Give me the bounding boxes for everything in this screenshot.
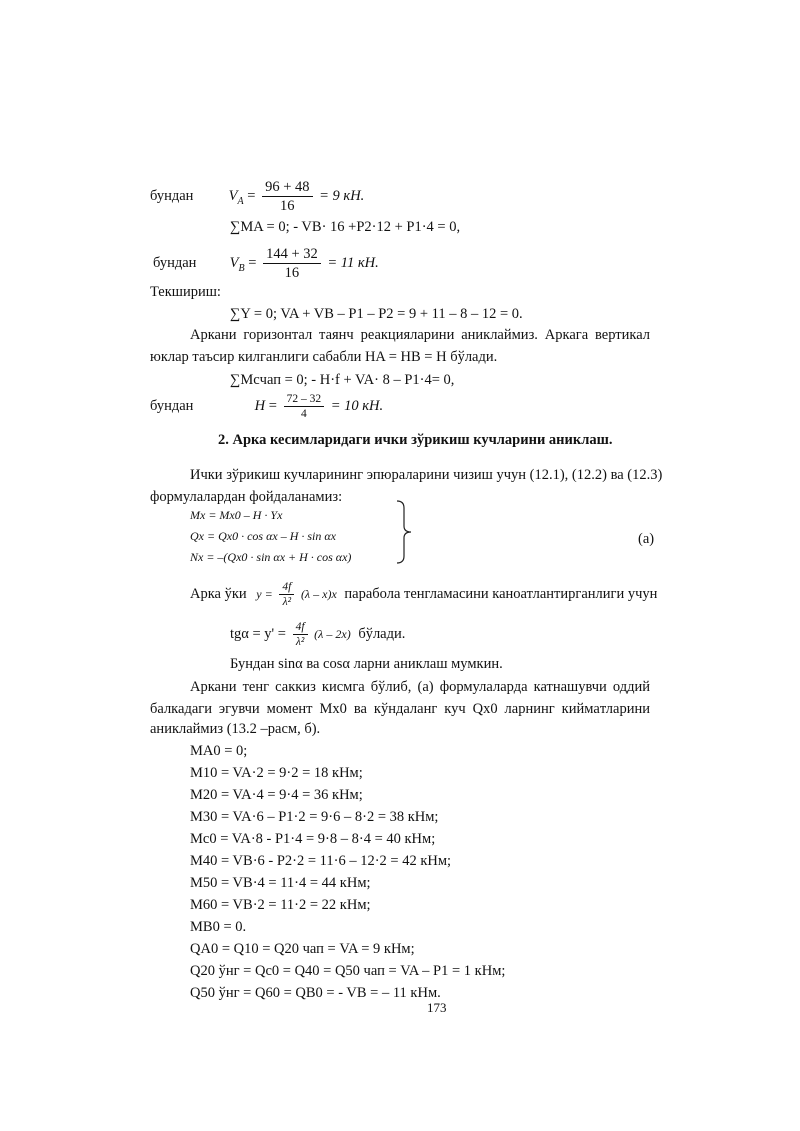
equation-lhs: H — [254, 398, 266, 415]
equation-tail: (λ – x)x — [300, 587, 337, 602]
equation-prefix: бундан — [150, 187, 194, 204]
fraction-numerator: 144 + 32 — [263, 245, 321, 264]
fraction-denominator: λ² — [295, 636, 305, 649]
fraction — [279, 580, 294, 610]
moment-line: M20 = VA·4 = 9·4 = 36 кНм; — [190, 787, 363, 803]
formula-shear: Qx = Qx0 · cos αx – H · sin αx — [190, 529, 336, 543]
shear-line: Q20 ўнг = Qc0 = Q40 = Q50 чап = VA – P1 = 1 кНм; — [190, 963, 506, 979]
equation-rhs: = 11 кН. — [327, 254, 379, 271]
shear-line: Q50 ўнг = Q60 = QB0 = - VB = – 11 кНм. — [190, 985, 441, 1001]
equation-lhs: tgα = y' = — [230, 626, 286, 643]
equation-rhs: = 10 кН. — [330, 398, 384, 415]
equation-rhs: = 9 кН. — [319, 187, 365, 204]
equation-sum-ma: ∑MA = 0; - VB· 16 +P2·12 + P1·4 = 0, — [230, 219, 461, 235]
text-after: парабола тенгламасини каноатлантирганлиги учун — [344, 586, 658, 603]
moment-line: M60 = VB·2 = 11·2 = 22 кНм; — [190, 897, 371, 913]
equation-lhs: V — [228, 187, 238, 204]
section-heading: 2. Арка кесимларидаги ички зўрикиш кучларини аниклаш. — [218, 432, 613, 448]
formula-moment: Mx = Mx0 – H · Yx — [190, 508, 283, 522]
check-label: Текшириш: — [150, 284, 221, 300]
fraction-denominator: λ² — [282, 596, 292, 609]
fraction — [293, 620, 308, 650]
equation-sum-mc: ∑Mcчап = 0; - H·f + VA· 8 – P1·4= 0, — [230, 372, 455, 388]
formula-normal: Nx = –(Qx0 · sin αx + H · cos αx) — [190, 550, 352, 564]
arch-axis-line — [190, 580, 657, 610]
fraction — [262, 178, 312, 215]
fraction-numerator: 96 + 48 — [262, 178, 312, 197]
paragraph-line: аниклаймиз (13.2 –расм, б). — [150, 721, 321, 737]
moment-line: Mc0 = VA·8 - P1·4 = 9·8 – 8·4 = 40 кНм; — [190, 831, 436, 847]
equation-lhs-sub: A — [237, 195, 244, 207]
paragraph-line: балкадаги эгувчи момент Mx0 ва кўндаланг куч Qx0 ларнинг киймaтларини — [150, 701, 650, 717]
right-brace-icon — [395, 500, 413, 564]
text-after: бўлади. — [358, 626, 406, 643]
equation-prefix: бундан — [150, 398, 194, 415]
moment-line: M40 = VB·6 - P2·2 = 11·6 – 12·2 = 42 кНм; — [190, 853, 452, 869]
fraction-numerator: 4f — [293, 620, 308, 635]
fraction-denominator: 4 — [300, 408, 307, 421]
equation-vb: бундан $V_B$ = $\frac{144 + 32}{16}$ = 11 кН. — [153, 246, 379, 282]
moment-line: MB0 = 0. — [190, 919, 247, 935]
fraction-denominator: 16 — [280, 198, 295, 215]
page-number: 173 — [427, 1000, 447, 1015]
formula-tag: (a) — [638, 531, 655, 547]
shear-line: QA0 = Q10 = Q20 чап = VA = 9 кНм; — [190, 941, 415, 957]
check-equation: ∑Y = 0; VA + VB – P1 – P2 = 9 + 11 – 8 – 12 = 0. — [230, 306, 523, 322]
equation-prefix: бундан — [153, 254, 197, 271]
fraction-numerator: 72 – 32 — [284, 392, 325, 407]
equation-h: бундан H = $\frac{72 - 32}{4}$ = 10 кН. — [150, 393, 384, 421]
fraction — [263, 245, 321, 282]
paragraph-line: Аркани горизонтал таянч реакцияларини аниклаймиз. Аркага вертикал — [190, 327, 650, 343]
equation-tail: (λ – 2x) — [314, 627, 351, 642]
paragraph-line: Аркани тенг саккиз кисмга бўлиб, (а) формулаларда катнашувчи оддий — [190, 679, 650, 695]
equation-va: бундан $V_A$ = $\frac{96 + 48}{16}$ = 9 кН. — [150, 179, 365, 215]
paragraph-line: формулалардан фойдаланамиз: — [150, 489, 343, 505]
moment-line: M30 = VA·6 – P1·2 = 9·6 – 8·2 = 38 кНм; — [190, 809, 439, 825]
fraction — [284, 392, 325, 422]
paragraph-line: юклар таъсир килганлиги сабабли HA = HB = H бўлади. — [150, 349, 498, 365]
equation-lhs: y = — [256, 587, 273, 602]
equation-lhs: V — [229, 254, 239, 271]
fraction-numerator: 4f — [279, 580, 294, 595]
moment-line: M50 = VB·4 = 11·4 = 44 кНм; — [190, 875, 371, 891]
equation-lhs-sub: B — [238, 262, 245, 274]
moment-line: MA0 = 0; — [190, 743, 248, 759]
tangent-line — [230, 620, 405, 650]
moment-line: M10 = VA·2 = 9·2 = 18 кНм; — [190, 765, 363, 781]
paragraph-line: Ички зўрикиш кучларининг эпюраларини чизиш учун (12.1), (12.2) ва (12.3) — [190, 467, 663, 483]
sin-cos-line: Бундан sinα ва cosα ларни аниклаш мумкин. — [230, 656, 503, 672]
fraction-denominator: 16 — [284, 265, 300, 282]
text-before: Арка ўки — [190, 586, 247, 603]
